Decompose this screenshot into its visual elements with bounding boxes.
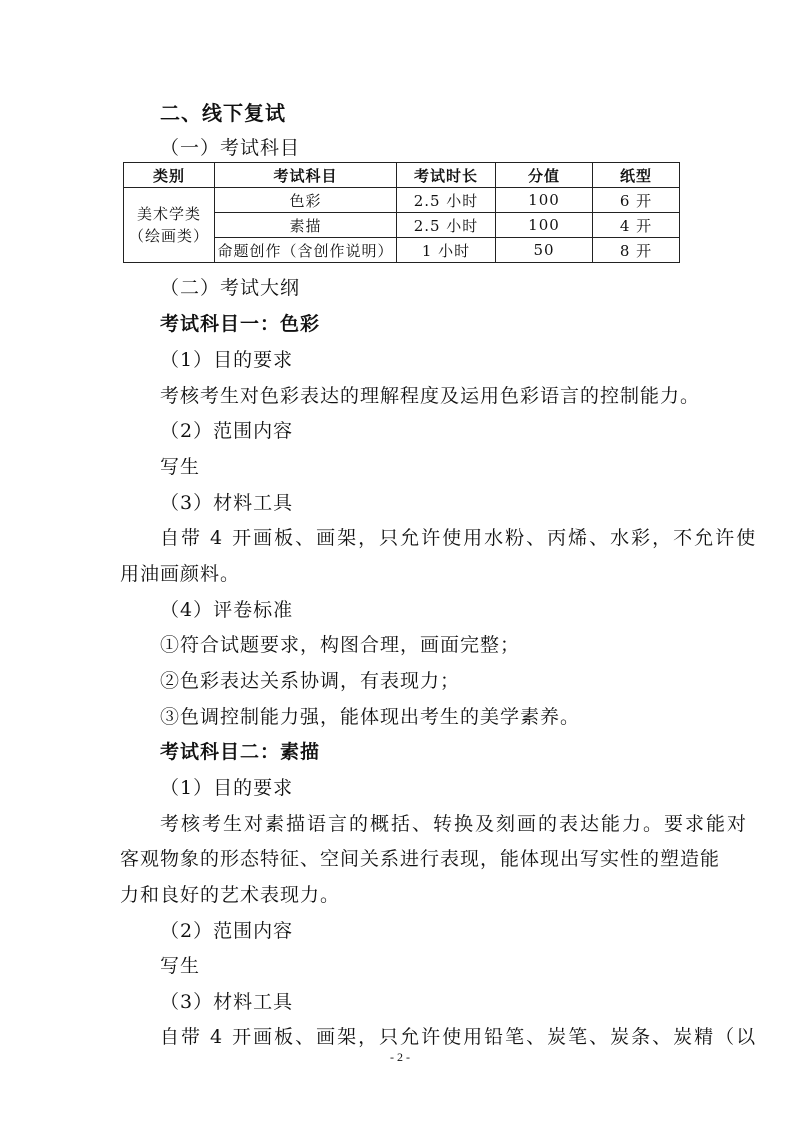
item-heading: （3）材料工具	[160, 492, 294, 514]
item-heading: （1）目的要求	[160, 777, 294, 799]
criteria-item: ③色调控制能力强，能体现出考生的美学素养。	[160, 706, 581, 728]
paper-cell: 8 开	[593, 238, 680, 263]
paragraph-line: 用油画颜料。	[120, 563, 241, 585]
subject-title: 考试科目二：素描	[160, 741, 321, 763]
subject-cell: 色彩	[215, 188, 397, 213]
paper-cell: 4 开	[593, 213, 680, 238]
section-title: 二、线下复试	[160, 101, 286, 125]
subsection-heading: （一）考试科目	[160, 137, 301, 159]
table-header: 考试时长	[397, 163, 496, 188]
score-cell: 100	[496, 188, 593, 213]
paragraph-line: 力和良好的艺术表现力。	[120, 884, 341, 906]
item-heading: （2）范围内容	[160, 920, 294, 942]
category-name: 美术学类	[136, 205, 201, 223]
criteria-item: ①符合试题要求，构图合理，画面完整；	[160, 634, 521, 656]
item-heading: （1）目的要求	[160, 349, 294, 371]
category-cell	[124, 188, 215, 263]
table-header: 考试科目	[215, 163, 397, 188]
criteria-item: ②色彩表达关系协调，有表现力；	[160, 670, 461, 692]
table-header: 纸型	[593, 163, 680, 188]
table-header-row	[124, 163, 680, 188]
duration-cell: 2.5 小时	[397, 188, 496, 213]
paragraph-line: 客观物象的形态特征、空间关系进行表现，能体现出写实性的塑造能	[120, 848, 721, 870]
table-row	[124, 188, 680, 213]
subject-title: 考试科目一：色彩	[160, 313, 321, 335]
subject-cell: 素描	[215, 213, 397, 238]
table-header: 类别	[124, 163, 215, 188]
page-number: - 2 -	[390, 1050, 410, 1064]
item-heading: （4）评卷标准	[160, 599, 294, 621]
paragraph-line: 自带 4 开画板、画架，只允许使用水粉、丙烯、水彩，不允许使	[160, 527, 758, 549]
score-cell: 100	[496, 213, 593, 238]
paper-cell: 6 开	[593, 188, 680, 213]
paragraph-line: 自带 4 开画板、画架，只允许使用铅笔、炭笔、炭条、炭精（以	[160, 1026, 758, 1048]
category-sub: （绘画类）	[128, 227, 209, 245]
paragraph-line: 考核考生对色彩表达的理解程度及运用色彩语言的控制能力。	[160, 385, 701, 407]
subsection-heading: （二）考试大纲	[160, 277, 301, 299]
subject-cell: 命题创作（含创作说明）	[215, 238, 397, 263]
table-header: 分值	[496, 163, 593, 188]
paragraph-line: 写生	[160, 955, 201, 977]
score-cell: 50	[496, 238, 593, 263]
item-heading: （3）材料工具	[160, 991, 294, 1013]
paragraph-line: 考核考生对素描语言的概括、转换及刻画的表达能力。要求能对	[160, 813, 749, 835]
duration-cell: 1 小时	[397, 238, 496, 263]
paragraph-line: 写生	[160, 456, 201, 478]
exam-subjects-table	[123, 162, 680, 263]
duration-cell: 2.5 小时	[397, 213, 496, 238]
item-heading: （2）范围内容	[160, 420, 294, 442]
